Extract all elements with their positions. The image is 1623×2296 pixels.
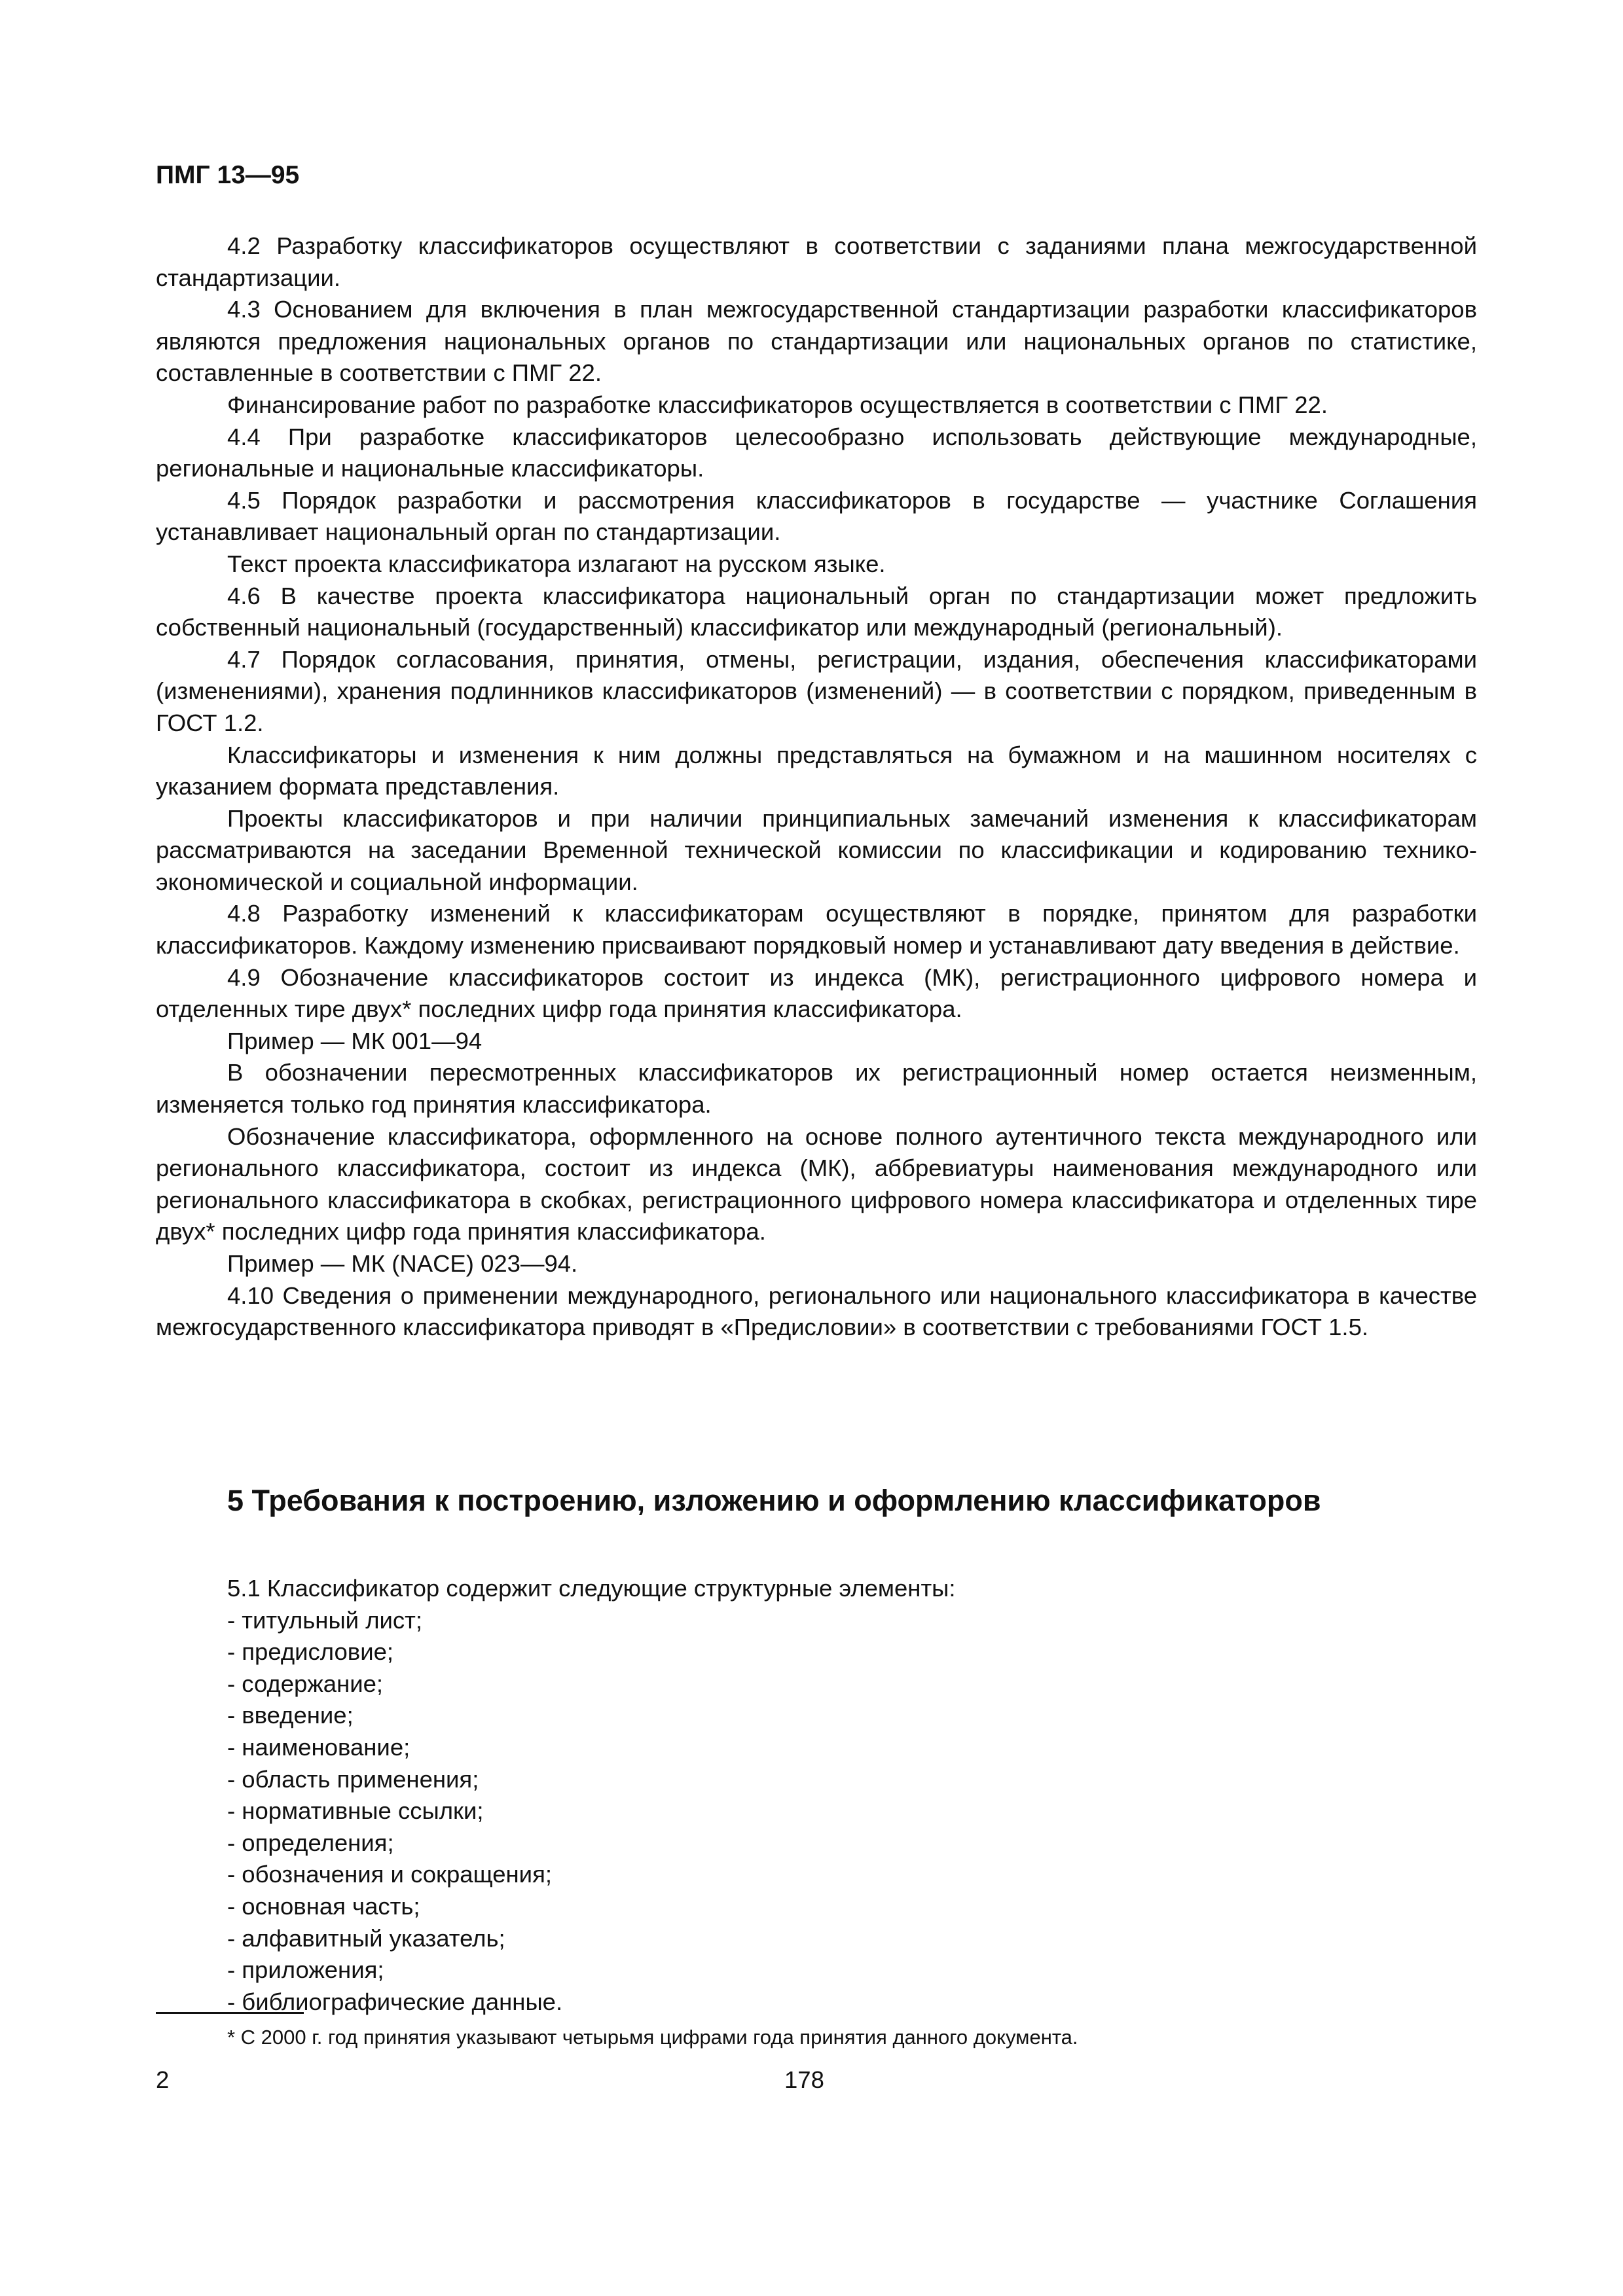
list-item: - определения; <box>227 1829 394 1856</box>
list-item: - обозначения и сокращения; <box>227 1861 552 1888</box>
paragraph-revised: В обозначении пересмотренных классификаторов их регистрационный номер остается неизменным, изменяется только год принятия классификатора. <box>156 1059 1477 1119</box>
paragraph-language: Текст проекта классификатора излагают на русском языке. <box>227 550 886 577</box>
list-item: - титульный лист; <box>227 1606 423 1634</box>
sequence-number: 178 <box>784 2066 824 2093</box>
paragraph-authentic: Обозначение классификатора, оформленного на основе полного аутентичного текста международного или регионального классификатора, состоит из индекса (МК), аббревиатуры наименования международного или регионального классификатора в скобках, регистрационного цифрового номера классификатора и отделенных тире двух* последних цифр года принятия классификатора. <box>156 1122 1477 1246</box>
paragraph-4-9: 4.9 Обозначение классификаторов состоит из индекса (МК), регистрационного цифрового номера и отделенных тире двух* последних цифр года принятия классификатора. <box>156 963 1477 1023</box>
paragraph-4-6: 4.6 В качестве проекта классификатора национальный орган по стандартизации может предложить собственный национальный (государственный) классификатор или международный (региональный). <box>156 582 1477 641</box>
paragraph-media: Классификаторы и изменения к ним должны представляться на бумажном и на машинном носителях с указанием формата представления. <box>156 741 1477 800</box>
list-item: - алфавитный указатель; <box>227 1924 505 1952</box>
section-5-title: 5 Требования к построению, изложению и оформлению классификаторов <box>227 1484 1321 1517</box>
paragraph-4-3: 4.3 Основанием для включения в план межгосударственной стандартизации разработки классификаторов являются предложения национальных органов по стандартизации или национальных органов по статистике, составленные в соответствии с ПМГ 22. <box>156 296 1477 387</box>
paragraph-review: Проекты классификаторов и при наличии принципиальных замечаний изменения к классификаторам рассматриваются на заседании Временной технической комиссии по классификации и кодированию технико-экономической и социальной информации. <box>156 804 1477 895</box>
list-item: - содержание; <box>227 1670 384 1697</box>
list-item: - нормативные ссылки; <box>227 1797 484 1825</box>
example-2: Пример — МК (NACE) 023—94. <box>227 1250 578 1277</box>
structural-elements-list <box>156 1605 1477 2018</box>
section4-body <box>156 230 1477 1344</box>
paragraph-financing: Финансирование работ по разработке классификаторов осуществляется в соответствии с ПМГ 22. <box>227 391 1328 418</box>
paragraph-4-5: 4.5 Порядок разработки и рассмотрения классификаторов в государстве — участнике Соглашения устанавливает национальный орган по стандартизации. <box>156 486 1477 546</box>
paragraph-5-1: 5.1 Классификатор содержит следующие структурные элементы: <box>227 1575 956 1602</box>
footnote-divider <box>156 2012 304 2014</box>
list-item: - наименование; <box>227 1733 410 1761</box>
paragraph-4-2: 4.2 Разработку классификаторов осуществляют в соответствии с заданиями плана межгосударственной стандартизации. <box>156 232 1477 291</box>
list-item: - основная часть; <box>227 1892 420 1920</box>
footnote: * С 2000 г. год принятия указывают четырьмя цифрами года принятия данного документа. <box>227 2026 1078 2049</box>
list-item: - область применения; <box>227 1765 479 1793</box>
list-item: - предисловие; <box>227 1638 394 1666</box>
document-code-header: ПМГ 13—95 <box>156 161 300 189</box>
example-1: Пример — МК 001—94 <box>227 1027 483 1054</box>
paragraph-4-4: 4.4 При разработке классификаторов целесообразно использовать действующие международные, региональные и национальные классификаторы. <box>156 423 1477 482</box>
paragraph-4-7: 4.7 Порядок согласования, принятия, отмены, регистрации, издания, обеспечения классификаторами (изменениями), хранения подлинников классификаторов (изменений) — в соответствии с порядком, приведенным в ГОСТ 1.2. <box>156 645 1477 736</box>
list-item: - приложения; <box>227 1956 384 1984</box>
paragraph-4-10: 4.10 Сведения о применении международного, регионального или национального классификатора в качестве межгосударственного классификатора приводят в «Предисловии» в соответствии с требованиями ГОСТ 1.5. <box>156 1282 1477 1341</box>
page-number: 2 <box>156 2066 170 2093</box>
paragraph-4-8: 4.8 Разработку изменений к классификаторам осуществляют в порядке, принятом для разработки классификаторов. Каждому изменению присваивают порядковый номер и устанавливают дату введения в действие. <box>156 900 1477 960</box>
list-item: - библиографические данные. <box>227 1988 563 2015</box>
list-item: - введение; <box>227 1702 354 1729</box>
section5-body <box>156 1573 1477 2018</box>
